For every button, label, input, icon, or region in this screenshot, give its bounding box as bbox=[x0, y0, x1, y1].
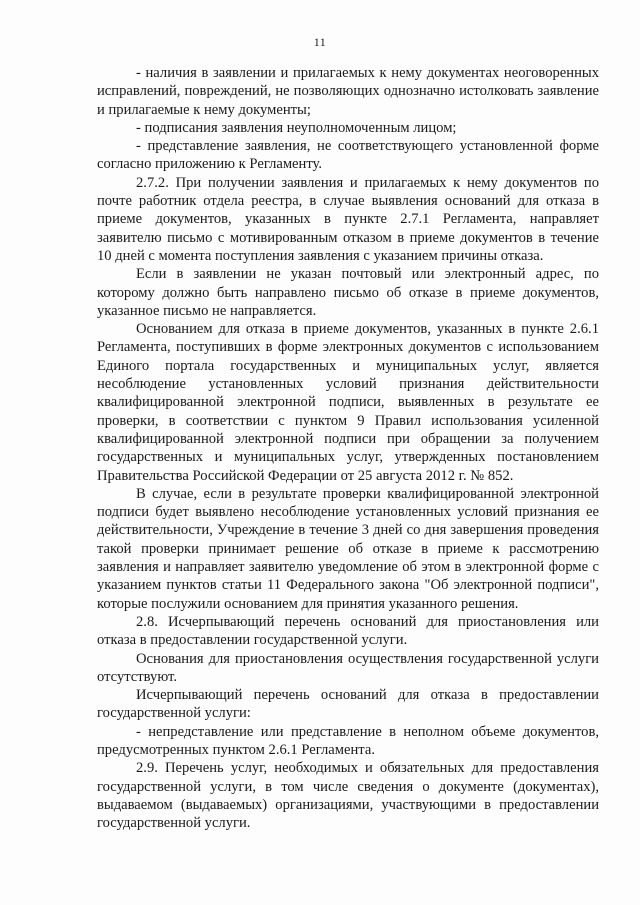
paragraph-condition-unauthorized: - подписания заявления неуполномоченным лицом; bbox=[136, 119, 457, 136]
page-number: 11 bbox=[313, 35, 327, 49]
document-body bbox=[97, 64, 599, 832]
paragraph-refusal-incomplete: - непредставление или представление в неполном объеме документов, предусмотренных пунктом 2.6.1 Регламента. bbox=[97, 723, 599, 758]
paragraph-condition-corrections: - наличия в заявлении и прилагаемых к нему документах неоговоренных исправлений, повреждений, не позволяющих однозначно истолковать заявление и прилагаемые к нему документы; bbox=[97, 65, 599, 118]
paragraph-2-9: 2.9. Перечень услуг, необходимых и обязательных для предоставления государственной услуги, в том числе сведения о документе (документах), выдаваемом (выдаваемых) организациями, участвующими в предоставлении государственной услуги. bbox=[97, 760, 599, 832]
paragraph-no-address: Если в заявлении не указан почтовый или электронный адрес, по которому должно быть направлено письмо об отказе в приеме документов, указанное письмо не направляется. bbox=[97, 266, 599, 319]
paragraph-no-suspension: Основания для приостановления осуществления государственной услуги отсутствуют. bbox=[97, 650, 599, 685]
paragraph-signature-check: В случае, если в результате проверки квалифицированной электронной подписи будет выявлено несоблюдение установленных условий признания ее действительности, Учреждение в течение 3 дней со дня завершения проведения такой проверки принимает решение об отказе в приеме к рассмотрению заявления и направляет заявителю уведомление об этом в электронной форме с указанием пунктов статьи 11 Федерального закона "Об электронной подписи", которые послужили основанием для принятия указанного решения. bbox=[97, 485, 599, 612]
paragraph-2-7-2: 2.7.2. При получении заявления и прилагаемых к нему документов по почте работник отдела реестра, в случае выявления оснований для отказа в приеме документов, указанных в пункте 2.7.1 Регламента, направляет заявителю письмо с мотивированным отказом в приеме документов в течение 10 дней с момента поступления заявления с указанием причины отказа. bbox=[97, 174, 599, 264]
paragraph-condition-form: - представление заявления, не соответствующего установленной форме согласно приложению к Регламенту. bbox=[97, 138, 599, 173]
paragraph-refusal-list-heading: Исчерпывающий перечень оснований для отказа в предоставлении государственной услуги: bbox=[97, 687, 599, 722]
paragraph-2-8: 2.8. Исчерпывающий перечень оснований для приостановления или отказа в предоставлении государственной услуги. bbox=[97, 613, 599, 649]
paragraph-electronic-refusal-basis: Основанием для отказа в приеме документов, указанных в пункте 2.6.1 Регламента, поступивших в форме электронных документов с использованием Единого портала государственных и муниципальных услуг, является несоблюдение установленных условий признания действительности квалифицированной электронной подписи, выявленных в результате ее проверки, в соответствии с пунктом 9 Правил использования усиленной квалифицированной электронной подписи при обращении за получением государственных и муниципальных услуг, утвержденных постановлением Правительства Российской Федерации от 25 августа 2012 г. № 852. bbox=[97, 321, 599, 484]
